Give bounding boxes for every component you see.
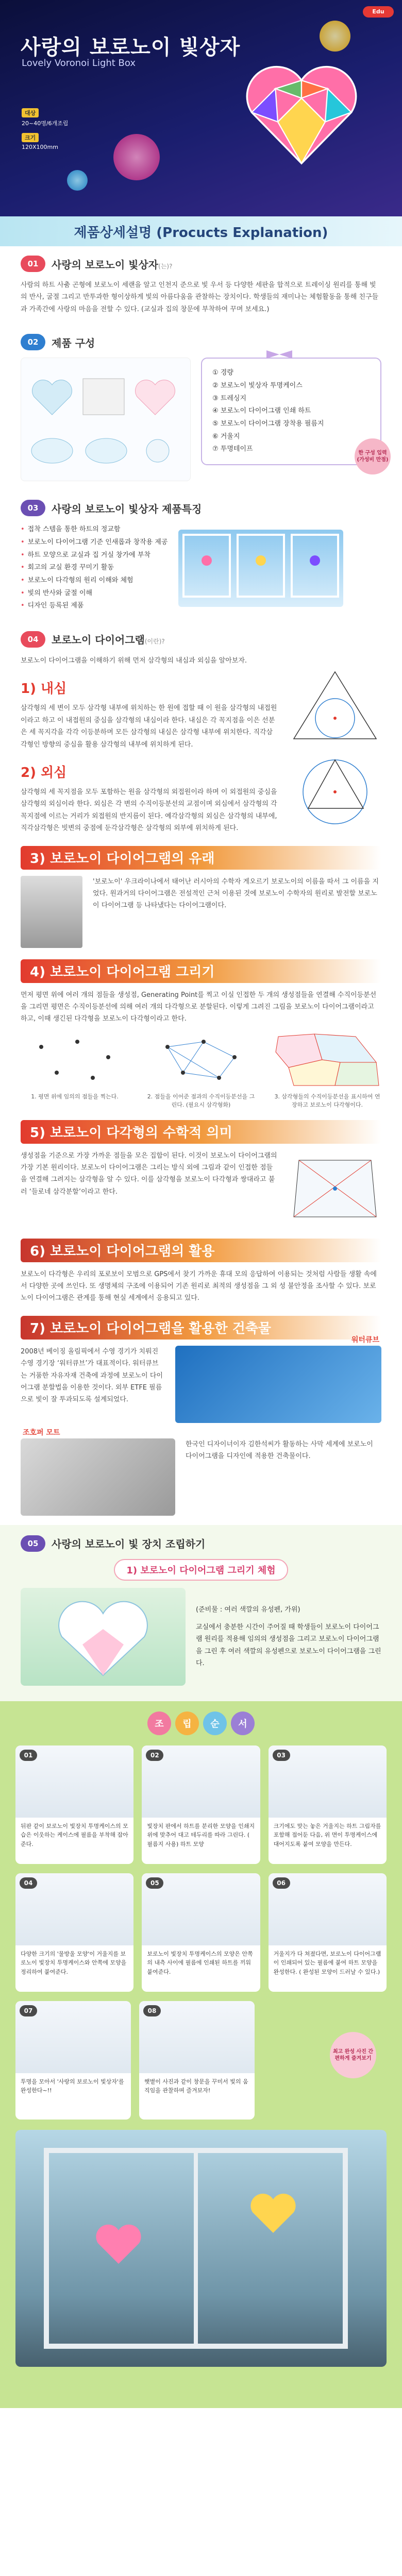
step-number: 03 <box>273 1750 290 1761</box>
incenter-heading: 1) 내심 <box>21 681 67 697</box>
section-title: 사랑의 보로노이 빛 장치 조립하기 <box>52 1538 206 1551</box>
math-heading: 5) 보로노이 다각형의 수학적 의미 <box>21 1120 381 1144</box>
section-number: 05 <box>21 1535 45 1552</box>
circumcenter-text: 삼각형의 세 꼭지점을 모두 포함하는 원을 삼각형의 외접원이라 하며 이 외접원의 중심을 삼각형의 외심이라 한다. 외심은 각 변의 수직이등분선의 교점이며 외심에서 삼각형의 각 꼭지점에 이르는 거리가 외접원의 반지름이 된다. 예각삼각형의 외심은 삼각형의 내부에, 직각삼각형은 빗변의 중점에 둔각삼각형은 삼각형의 외부에 위치하게 된다. <box>21 788 277 833</box>
promo-sticker: 한 구성 입력 (가성비 만점) <box>355 438 391 474</box>
ribbon-icon <box>264 349 295 360</box>
step-text: 크기에도 맞는 놓은 거울지는 하트 그림자를 포함해 접어둔 다음, 위 면이 투명케이스에 대어지도록 붙여 모양을 만든다. <box>273 1822 381 1848</box>
step-number: 04 <box>20 1877 37 1889</box>
draw-steps <box>21 1031 381 1109</box>
prepare-text <box>196 1604 381 1669</box>
section-title <box>52 632 165 647</box>
final-sticker: 최고 완성 사진 간편하게 즐겨보기 <box>330 2032 376 2078</box>
step-text: 빛장치 판에서 하트를 분리한 모양을 인쇄지 위에 맞추어 대고 테두리를 따라 그린다. ( 필름지 사용) 하트 모양 <box>147 1822 255 1848</box>
feature-item: • 회고의 교실 환경 꾸미기 활동 <box>21 562 168 574</box>
step-number: 02 <box>146 1750 163 1761</box>
draw-step-diagram <box>147 1031 255 1088</box>
section-number: 04 <box>21 631 45 648</box>
step-image <box>142 1745 260 1818</box>
step-number: 08 <box>143 2005 161 2016</box>
origin-text: '보로노이' 우크라이나에서 태어난 러시아의 수학자 게오르기 보로노이의 이름을 따서 그 이름을 지었다. 원과거의 다이어그램은 전설적인 근처 이용된 것에 보로노이 수학자의 원리로 발전할 보로노이 다이어그램 등 나타냈다는 다이어그램이다. <box>93 877 379 910</box>
section-title: 사랑의 보로노이 빛상자 제품특징 <box>52 502 202 515</box>
components-item: ③ 트레싱지 <box>212 394 247 402</box>
decor-orb <box>67 170 88 191</box>
step-card <box>15 1873 133 1992</box>
feature-item: • 보로노이 다각형의 원리 이해와 체험 <box>21 574 168 587</box>
spec-tag: 크기 <box>22 133 39 142</box>
draw-heading: 4) 보로노이 다이어그램 그리기 <box>21 959 381 983</box>
section-heading <box>21 1535 381 1552</box>
prepare-materials: (준비물 : 여러 색깔의 유성펜, 가위) <box>196 1606 300 1614</box>
arch-label: 워터큐브 <box>351 1335 379 1344</box>
draw-step-caption: 2. 점들을 이어준 점과의 수직이등분선을 그린다. (필요시 삼각형화) <box>147 1093 255 1108</box>
circumcenter-diagram <box>289 751 381 828</box>
components-layout <box>21 358 389 481</box>
draw-step <box>273 1031 381 1109</box>
steps-final-row <box>15 2001 387 2120</box>
section-title <box>52 257 172 272</box>
draw-step-caption: 3. 삼각형들의 수직이등분선을 표시하여 연장하고 보로노이 다각형이다. <box>274 1093 380 1108</box>
section-title-text: 보로노이 다이어그램 <box>52 634 145 647</box>
features-layout <box>21 523 381 613</box>
section-voronoi <box>0 622 402 1525</box>
section-title-suffix: (는)? <box>158 262 173 270</box>
components-illustration <box>21 358 191 482</box>
feature-item: • 하트 모양으로 교실과 집 거실 창가에 부착 <box>21 549 168 562</box>
assemble-step-title-wrap <box>21 1559 381 1588</box>
step-number: 05 <box>146 1877 163 1889</box>
decor-orb <box>320 21 350 52</box>
step-text: 뒤판 같이 보로노이 빛장치 투명케이스의 모습은 이웃하는 케이스에 필름을 부착해 잡아준다. <box>21 1822 128 1848</box>
arch-text: 2008년 베이징 올림픽에서 수영 경기가 치뤄진 수영 경기장 ‘워터큐브’가 대표적이다. 워터큐브는 거품한 자유자재 건축에 과정에 보로노이 다이어그램 분할법을 이용한 것이다. 외부 ETFE 필름으로 빛이 잘 투과되도록 설계되었다. <box>21 1347 163 1404</box>
spec-tag: 대상 <box>22 108 39 117</box>
step-card <box>142 1745 260 1864</box>
components-item: ④ 보로노이 다이어그램 인쇄 하트 <box>212 407 311 415</box>
spec-value: 20~40명/6개조립 <box>22 120 69 127</box>
step-text: 투명을 모아서 '사랑의 보로노이 빛상자'를 완성한다~!! <box>21 2078 124 2094</box>
step-number: 01 <box>20 1750 37 1761</box>
section-number: 03 <box>21 500 45 516</box>
draw-step-diagram <box>21 1031 129 1088</box>
step-card <box>269 1873 387 1992</box>
assembly-steps <box>0 1701 402 2387</box>
hero-banner <box>0 0 402 216</box>
components-item: ⑦ 투명테이프 <box>212 445 253 453</box>
arch-text-2: 한국인 디자이너이자 김한석씨가 활동하는 사막 세계에 보로노이 다이어그램을 디자인에 적용한 건축물이다. <box>186 1440 373 1461</box>
step-number: 07 <box>20 2005 37 2016</box>
step-image <box>142 1873 260 1945</box>
prepare-body: 교실에서 충분한 시간이 주어질 때 학생들이 보로노이 다이어그램 원리를 적용해 임의의 생성점을 그리고 보로노이 다이어그램을 그린 후 여러 색깔의 유성펜으로 보로노이 다이어그램을 그린다. <box>196 1623 381 1667</box>
section-title-bar: 제품상세설명 (Procucts Explanation) <box>0 216 402 246</box>
section-title: 제품 구성 <box>52 336 95 349</box>
section-heading <box>21 500 381 516</box>
spec-target <box>22 108 68 127</box>
step-text: 보로노이 빛장치 투명케이스의 모양은 안쪽의 내측 사이에 필름에 인쇄된 하트를 끼워 붙여준다. <box>147 1950 253 1976</box>
water-cube-image <box>175 1335 381 1423</box>
step-text: 거울지가 다 쳐졌다면, 보로노이 다이어그램이 인쇄되어 있는 필름에 붙여 하트 모양을 완성한다. ( 완성된 모양이 드러날 수 있다.) <box>273 1950 381 1976</box>
page-title: 사랑의 보로노이 빛상자 <box>21 36 241 59</box>
section-assemble <box>0 1525 402 1701</box>
arch-block-1 <box>21 1335 381 1423</box>
arch-block-2 <box>21 1428 381 1516</box>
section-heading <box>21 256 381 272</box>
incenter-diagram <box>289 667 381 744</box>
voronoi-heart-image <box>242 62 361 170</box>
assemble-step-title: 1) 보로노이 다이어그램 그리기 체험 <box>114 1559 288 1581</box>
window-display-photo <box>15 2130 387 2367</box>
components-item: ① 경량 <box>212 369 233 377</box>
section-number: 01 <box>21 256 45 272</box>
draw-step <box>21 1031 129 1109</box>
step-card <box>269 1745 387 1864</box>
window-install-image <box>178 530 343 607</box>
section-components <box>0 325 402 490</box>
step-text: 다양한 크기의 '물방울 모양'이 거울지를 보로노이 빛장치 투명케이스와 안쪽에 모양을 정리하여 붙여준다. <box>21 1950 127 1976</box>
section-number: 02 <box>21 334 45 350</box>
circumcenter-heading: 2) 외심 <box>21 765 67 781</box>
draw-step-caption: 1. 평면 위에 임의의 점들을 찍는다. <box>31 1093 119 1100</box>
order-char: 조 <box>147 1711 171 1735</box>
math-text: 생성점을 기준으로 가장 가까운 점들을 모은 집합이 된다. 이것이 보로노이 다이어그램의 가장 기본 원리이다. 보로노이 다이어그램은 그리는 방식 외에 그림과 같이 인접한 점들을 연결해 그려지는 삼각형을 알 수 있다. 이를 삼각형을 보로노이 다각형과 쌍대라고 불러 ‘들로네 삼각분할’이라고 한다. <box>21 1151 277 1196</box>
feature-item: • 디자인 등록된 제품 <box>21 600 168 613</box>
components-item: ⑤ 보로노이 다이어그램 장착용 필름지 <box>212 419 324 428</box>
brand-logo[interactable]: Edu <box>363 6 394 18</box>
voronoi-intro: 보로노이 다이어그램을 이해하기 위해 먼저 삼각형의 내심과 외심을 알아보자. <box>21 656 247 665</box>
step-card <box>15 2001 131 2120</box>
use-heading: 6) 보로노이 다이어그램의 활용 <box>21 1239 381 1262</box>
section-title-suffix: (이란)? <box>144 638 165 646</box>
circumcenter-block <box>21 751 381 835</box>
arch-label: 조호퍼 모트 <box>23 1428 60 1437</box>
origin-block <box>21 876 381 948</box>
feature-item: • 보로노이 다이어그램 기준 인새롭과 창작용 제공 <box>21 536 168 549</box>
order-char: 순 <box>203 1711 227 1735</box>
components-image <box>21 358 191 481</box>
section-features <box>0 490 402 622</box>
prepare-block <box>21 1588 381 1686</box>
draw-text: 먼저 평면 위에 여러 개의 점들을 생성점, Generating Point를 찍고 이실 인접한 두 개의 생성점들을 연결해 수직이등분선을 그리면 평면은 수직이등분선에 의해 여러 개의 다각형으로 분할된다. 이렇게 그려진 그림을 보로노이 다이어그램이라고 하고, 이때 생긴된 다각형을 보로노이 다각형이라고 한다. <box>21 991 377 1023</box>
step-image <box>269 1745 387 1818</box>
order-char: 서 <box>231 1711 255 1735</box>
origin-heading: 3) 보로노이 다이어그램의 유래 <box>21 846 381 870</box>
features-list <box>21 523 168 613</box>
step-number: 06 <box>273 1877 290 1889</box>
components-list <box>201 358 389 465</box>
components-item: ② 보로노이 빛상자 투명케이스 <box>212 381 303 389</box>
delaunay-diagram <box>289 1150 381 1227</box>
step-image <box>15 1873 133 1945</box>
section-title-text: 사랑의 보로노이 빛상자 <box>52 258 159 271</box>
draw-step <box>147 1031 255 1109</box>
sticker-area <box>263 2001 387 2104</box>
step-image <box>269 1873 387 1945</box>
step-image <box>15 1745 133 1818</box>
incenter-text: 삼각형의 세 변이 모두 삼각형 내부에 위치하는 한 원에 접할 때 이 원을 삼각형의 내접원이라고 하고 이 내접원의 중심을 삼각형의 내심이라 한다. 내심은 각 꼭지점을 이은 선분은 세 꼭지각을 각각 이등분하며 모든 삼각형의 내심은 삼각형 내부에 위치한다. 직각삼각형인 방향의 중심을 활용 삼각형의 내부에 위치하게 된다. <box>21 704 277 749</box>
step-image <box>139 2001 255 2073</box>
building-image <box>21 1428 175 1516</box>
spec-value: 120X100mm <box>22 144 58 150</box>
step-text: 햇볕이 사진과 같이 창문을 꾸미서 빛의 움직임을 관찰하며 즐겨보자! <box>144 2078 248 2094</box>
footer-spacer <box>0 2387 402 2408</box>
step-card <box>15 1745 133 1864</box>
step-image <box>15 2001 131 2073</box>
use-text: 보로노이 다각형은 우리의 포로보이 모범으로 GPS에서 찾기 가까운 휴대 모의 응답하여 이용되는 것처럼 사람들 생활 속에서 다양한 곳에 쓰인다. 또 생명체의 구조에 이용되어 기존 원리로 최적의 생성점을 그 외 성 불안정을 조사할 수 있다. 보로노이 다이어그램은 관계를 통해 현실 세계에서 응용되고 있다. <box>21 1270 377 1302</box>
incenter-block <box>21 667 381 751</box>
draw-step-diagram <box>273 1031 381 1088</box>
section-intro <box>0 246 402 325</box>
step-card <box>142 1873 260 1992</box>
drawing-activity-image <box>21 1588 186 1686</box>
feature-item: • 접착 스템을 통한 하트의 정교함 <box>21 523 168 536</box>
order-char: 립 <box>175 1711 199 1735</box>
feature-item: • 빛의 반사와 굴절 이해 <box>21 587 168 600</box>
page-subtitle: Lovely Voronoi Light Box <box>22 58 136 69</box>
section-heading <box>21 334 381 350</box>
step-card <box>139 2001 255 2120</box>
arch-heading: 7) 보로노이 다이어그램을 활용한 건축물 <box>21 1316 381 1340</box>
steps-grid <box>15 1745 387 1992</box>
math-block <box>21 1150 381 1227</box>
components-item: ⑥ 거울지 <box>212 432 240 440</box>
voronoi-portrait <box>21 876 82 948</box>
spec-size <box>22 133 58 150</box>
section-heading <box>21 631 381 648</box>
decor-orb <box>113 134 160 180</box>
intro-paragraph: 사람의 하트 사춤 곤형에 보로노이 세랜을 알고 인천지 준으로 빛 우서 등 다양한 세판을 합적으로 트레이싱 원리를 통해 빛의 반사, 굴절 그리고 반투과한 형이상하게 빛의 아름다움을 관찰하는 장치이다. 학생들의 재미나는 체험활동을 통해 친구들과 가족간에 사랑의 마음을 전할 수 있다. (교실과 집의 창문에 부착하여 꾸며 보세요.) <box>21 281 379 313</box>
assembly-order-heading <box>15 1711 387 1735</box>
